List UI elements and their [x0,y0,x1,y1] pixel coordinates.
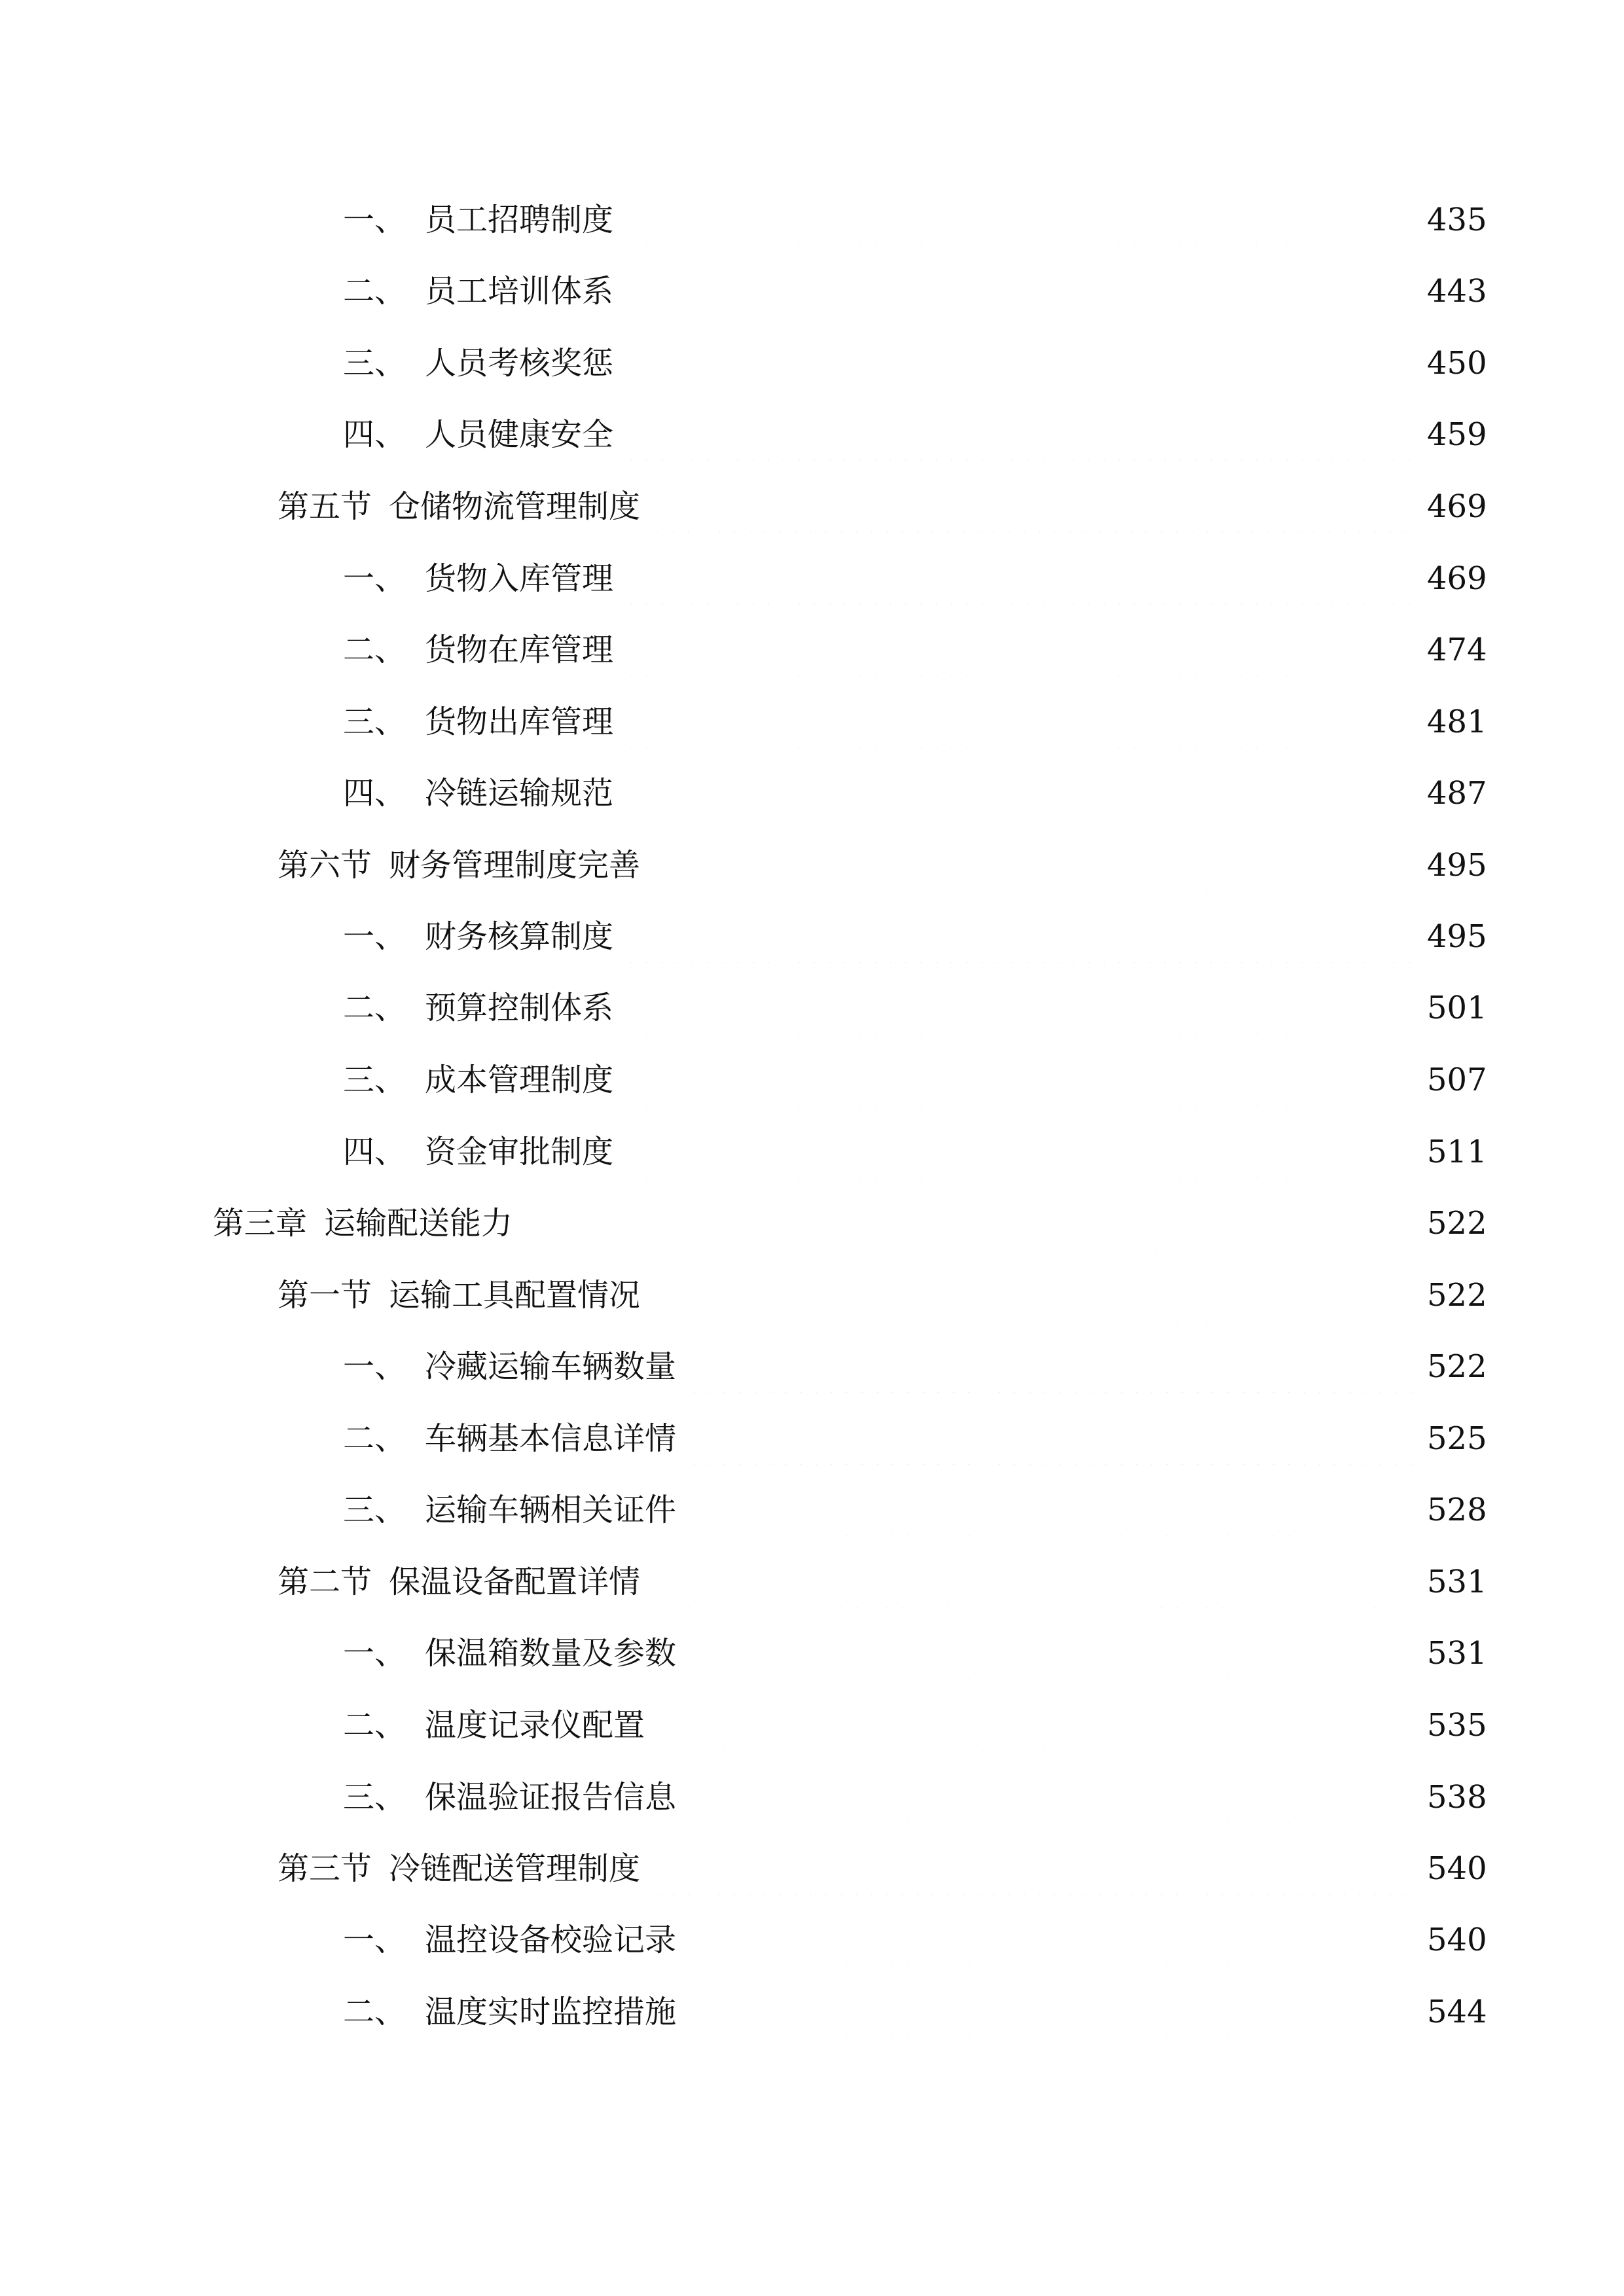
toc-dot-leader [651,1556,1418,1608]
toc-page-number: 469 [1427,560,1487,597]
toc-page-number: 540 [1427,1922,1487,1958]
toc-entry-label [278,1556,640,1608]
toc-entry[interactable] [0,982,1624,1034]
toc-page-number: 501 [1427,990,1487,1026]
toc-dot-leader [624,982,1418,1034]
toc-entry-number: 三、 [343,1779,406,1816]
toc-entry-label [343,1986,676,2038]
toc-page-number: 450 [1427,345,1487,382]
toc-entry-number: 第二节 [278,1564,372,1600]
toc-entry-number: 三、 [343,345,406,382]
toc-dot-leader [687,1340,1418,1393]
toc-entry[interactable] [0,1340,1624,1393]
toc-entry-number: 一、 [343,1635,406,1672]
toc-page-number: 522 [1427,1348,1487,1385]
toc-entry-number: 四、 [343,775,406,812]
toc-page-number: 469 [1427,488,1487,525]
toc-dot-leader [624,1054,1418,1106]
toc-entry-title: 仓储物流管理制度 [389,488,641,525]
toc-entry[interactable] [0,767,1624,819]
toc-entry-section[interactable] [0,1556,1624,1608]
toc-page-number: 495 [1427,918,1487,955]
toc-entry-label [343,910,613,963]
toc-dot-leader [624,624,1418,676]
toc-entry-number: 第三节 [278,1850,372,1887]
toc-entry-label [278,1842,640,1895]
toc-page-number: 474 [1427,632,1487,668]
toc-entry[interactable] [0,1412,1624,1465]
toc-dot-leader [651,480,1418,533]
toc-dot-leader [687,1627,1418,1679]
toc-entry-number: 二、 [343,632,406,668]
toc-entry-label [343,1914,676,1966]
toc-entry-number: 一、 [343,1922,406,1958]
toc-entry-title: 员工培训体系 [425,273,614,310]
toc-entry[interactable] [0,1054,1624,1106]
toc-entry-label [343,624,613,676]
toc-entry-number: 一、 [343,560,406,597]
toc-entry-number: 二、 [343,273,406,310]
toc-entry-label [343,1771,676,1823]
toc-entry-number: 四、 [343,416,406,453]
toc-entry-title: 温度实时监控措施 [425,1994,677,2030]
toc-entry-number: 第六节 [278,847,372,884]
toc-entry-section[interactable] [0,839,1624,891]
toc-page-number: 459 [1427,416,1487,453]
toc-entry-title: 冷链配送管理制度 [389,1850,641,1887]
toc-entry-number: 一、 [343,202,406,238]
toc-dot-leader [624,696,1418,748]
toc-entry[interactable] [0,696,1624,748]
toc-entry-number: 四、 [343,1134,406,1170]
toc-entry[interactable] [0,910,1624,963]
toc-dot-leader [651,1269,1418,1321]
toc-entry[interactable] [0,1986,1624,2038]
toc-entry-number: 三、 [343,1492,406,1528]
toc-page-number: 544 [1427,1994,1487,2030]
toc-page-number: 522 [1427,1205,1487,1242]
toc-entry[interactable] [0,552,1624,605]
toc-dot-leader [687,1986,1418,2038]
toc-entry-label [343,1340,676,1393]
toc-dot-leader [624,408,1418,461]
toc-entry-label [343,1054,613,1106]
toc-entry[interactable] [0,624,1624,676]
toc-entry-number: 第三章 [213,1205,308,1242]
toc-page-number: 535 [1427,1707,1487,1744]
toc-page-number: 531 [1427,1635,1487,1672]
toc-entry-title: 财务管理制度完善 [389,847,641,884]
toc-dot-leader [687,1914,1418,1966]
toc-entry-title: 货物入库管理 [425,560,614,597]
toc-entry[interactable] [0,1484,1624,1536]
toc-entry-title: 货物在库管理 [425,632,614,668]
toc-entry-title: 预算控制体系 [425,990,614,1026]
toc-entry-label [343,767,613,819]
toc-entry-label [343,1484,676,1536]
toc-entry-label [343,552,613,605]
toc-entry-section[interactable] [0,1269,1624,1321]
toc-entry-label [343,408,613,461]
toc-entry-label [343,265,613,317]
toc-entry-title: 人员健康安全 [425,416,614,453]
toc-entry-number: 第五节 [278,488,372,525]
toc-entry[interactable] [0,1771,1624,1823]
toc-entry-title: 运输车辆相关证件 [425,1492,677,1528]
toc-entry-number: 第一节 [278,1277,372,1314]
toc-entry-label [343,1126,613,1178]
toc-dot-leader [523,1197,1418,1249]
toc-entry[interactable] [0,194,1624,246]
toc-entry-section[interactable] [0,480,1624,533]
toc-entry-number: 二、 [343,990,406,1026]
toc-page-number: 487 [1427,775,1487,812]
toc-page-number: 481 [1427,704,1487,740]
toc-entry-label [343,337,613,389]
toc-entry-section[interactable] [0,1842,1624,1895]
toc-entry-number: 一、 [343,918,406,955]
toc-entry[interactable] [0,1699,1624,1751]
toc-entry-number: 一、 [343,1348,406,1385]
toc-entry-label [343,1412,676,1465]
toc-entry-title: 温度记录仪配置 [425,1707,645,1744]
toc-dot-leader [651,1842,1418,1895]
toc-entry-label [278,1269,640,1321]
toc-entry-chapter[interactable] [0,1197,1624,1249]
toc-entry[interactable] [0,265,1624,317]
toc-dot-leader [624,194,1418,246]
toc-entry-label [278,839,640,891]
toc-page-number: 528 [1427,1492,1487,1528]
toc-dot-leader [624,910,1418,963]
toc-entry[interactable] [0,337,1624,389]
toc-entry[interactable] [0,1627,1624,1679]
toc-entry-number: 三、 [343,1062,406,1098]
toc-dot-leader [687,1484,1418,1536]
toc-entry-title: 运输工具配置情况 [389,1277,641,1314]
toc-entry[interactable] [0,1126,1624,1178]
toc-dot-leader [655,1699,1418,1751]
toc-entry-title: 运输配送能力 [324,1205,513,1242]
toc-entry-number: 二、 [343,1994,406,2030]
toc-page-number: 538 [1427,1779,1487,1816]
toc-entry-label [343,1627,676,1679]
toc-entry[interactable] [0,408,1624,461]
toc-entry-title: 员工招聘制度 [425,202,614,238]
toc-entry-title: 资金审批制度 [425,1134,614,1170]
toc-entry-number: 二、 [343,1707,406,1744]
toc-dot-leader [624,552,1418,605]
toc-page-number: 435 [1427,202,1487,238]
toc-entry-label [343,194,613,246]
toc-entry-title: 车辆基本信息详情 [425,1420,677,1457]
toc-page-number: 525 [1427,1420,1487,1457]
toc-entry-title: 冷链运输规范 [425,775,614,812]
toc-entry-label [213,1197,513,1249]
toc-dot-leader [624,1126,1418,1178]
toc-entry-title: 温控设备校验记录 [425,1922,677,1958]
toc-entry-label [343,696,613,748]
toc-dot-leader [624,265,1418,317]
toc-page-number: 511 [1427,1134,1487,1170]
toc-entry-title: 货物出库管理 [425,704,614,740]
toc-entry-number: 三、 [343,704,406,740]
toc-entry-label [278,480,640,533]
toc-entry-title: 财务核算制度 [425,918,614,955]
toc-page-number: 531 [1427,1564,1487,1600]
toc-dot-leader [651,839,1418,891]
toc-entry-title: 保温验证报告信息 [425,1779,677,1816]
toc-entry[interactable] [0,1914,1624,1966]
toc-dot-leader [624,767,1418,819]
toc-page-number: 495 [1427,847,1487,884]
toc-entry-title: 成本管理制度 [425,1062,614,1098]
toc-entry-title: 保温箱数量及参数 [425,1635,677,1672]
toc-entry-title: 保温设备配置详情 [389,1564,641,1600]
toc-page-number: 540 [1427,1850,1487,1887]
toc-page-number: 522 [1427,1277,1487,1314]
toc-entry-label [343,982,613,1034]
toc-entry-label [343,1699,645,1751]
toc-entry-title: 冷藏运输车辆数量 [425,1348,677,1385]
toc-entry-number: 二、 [343,1420,406,1457]
toc-page-number: 507 [1427,1062,1487,1098]
toc-page-number: 443 [1427,273,1487,310]
toc-entry-title: 人员考核奖惩 [425,345,614,382]
toc-dot-leader [624,337,1418,389]
toc-dot-leader [687,1412,1418,1465]
toc-dot-leader [687,1771,1418,1823]
